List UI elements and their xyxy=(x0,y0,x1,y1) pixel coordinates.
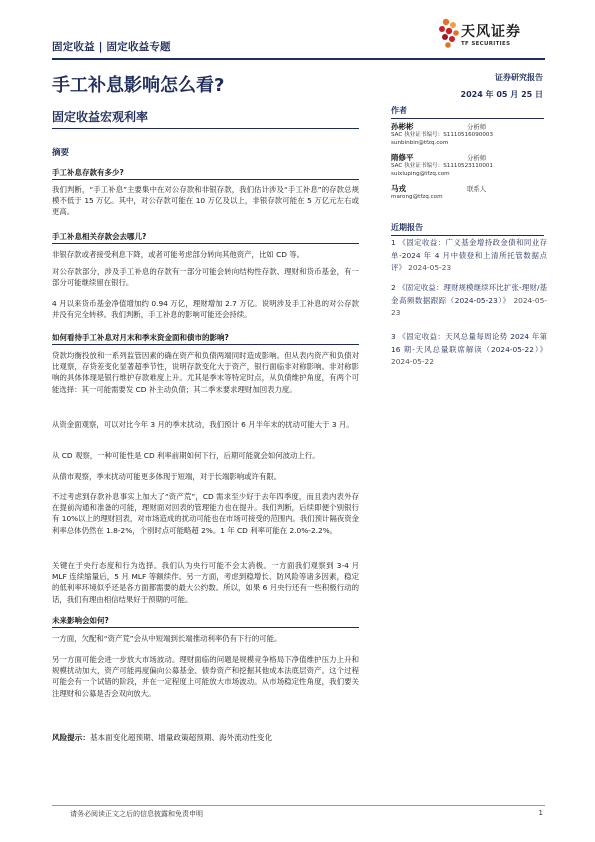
paragraph: 一方面，欠配和“资产荒”会从中短端到长端推动利率仍有下行的可能。 xyxy=(52,634,282,643)
paragraph: 从资金面观察，可以对比今年 3 月的季末扰动，我们预计 6 月半年末的扰动可能大于 3 月。 xyxy=(52,420,354,429)
section-heading: 如何看待手工补息对月末和季末资金面和债市的影响? xyxy=(52,332,359,345)
paragraph: 从债市观察，季末扰动可能更多体现于短端，对于长端影响或许有限。 xyxy=(52,472,282,481)
report-subtitle: 固定收益宏观利率 xyxy=(52,110,149,124)
report-type: 证券研究报告 xyxy=(495,73,543,82)
author-role: 联系人 xyxy=(467,185,487,193)
paragraph: 非银存款或者接受利息下降，或者可能考虑部分转向其他资产，比如 CD 等。 xyxy=(52,250,305,259)
recent-report-item[interactable] xyxy=(391,237,547,275)
section-heading: 手工补息存款有多少? xyxy=(52,167,359,180)
authors-heading: 作者 xyxy=(391,105,544,119)
risk-warning xyxy=(52,732,382,743)
paragraph: 另一方面可能会进一步放大市场波动。理财面临的问题是规模竞争格局下净值维护压力上升和规模扰动加大，资产可能再度偏向公募基金、债券资产和挖掘其他成本法底层资产。这个过程可能会有一个试错的阶段，并在一定程度上可能放大市场波动。从市场稳定性角度，我们要关注理财和公募是否会双向放大。 xyxy=(52,655,359,698)
report-category: 固定收益 | 固定收益专题 xyxy=(52,41,171,53)
author-card xyxy=(391,153,546,178)
recent-report-item[interactable] xyxy=(391,331,547,369)
logo-mark-icon xyxy=(437,16,461,52)
recent-reports-heading: 近期报告 xyxy=(391,222,544,236)
header-divider xyxy=(52,58,545,60)
section-heading: 未来影响会如何? xyxy=(52,615,359,628)
author-email[interactable]: marong@tfzq.com xyxy=(391,194,443,201)
report-date: 2024 年 05 月 25 日 xyxy=(460,90,543,99)
paragraph: 对公存款部分，涉及手工补息的存款有一部分可能会转向结构性存款、理财和货币基金，有一部分可能继续留在银行。 xyxy=(52,267,359,288)
logo-english-text: TF SECURITIES xyxy=(461,41,511,47)
author-card xyxy=(391,122,546,147)
title-divider xyxy=(52,128,359,129)
author-name: 孙彬彬 xyxy=(391,122,414,131)
author-card xyxy=(391,184,546,202)
paragraph: 关键在于央行态度和行为选择。我们认为央行可能不会太消极。一方面我们观察到 3-4 月 MLF 连续缩量后，5 月 MLF 等额续作。另一方面，考虑到稳增长、防风险等诸多因素，稳定的低利率环境似乎还是各方面都需要的最大公约数。所以，如果 6 月央行还有一些积极行动的话，我们有理由相信结果好于预期的可能。 xyxy=(52,561,359,604)
section-heading: 手工补息相关存款会去哪儿? xyxy=(52,231,359,244)
paragraph: 贷款均衡投放和一系列监管因素的确在资产和负债两端同时造成影响。但从表内资产和负债对比观察，存贷差变化显著超季节性，说明存款变化大于资产，银行面临非对称影响。非对称影响的具体体现是银行维护存款难度上升。尤其是季末等特定时点，从负债维护角度，有两个可能选择：其一可能需要发 CD 补主动负债；其二季末要求理财加回表力度。 xyxy=(52,351,359,394)
author-role: 分析师 xyxy=(467,123,487,131)
abstract-heading: 摘要 xyxy=(52,148,70,158)
risk-label: 风险提示： xyxy=(52,733,90,742)
paragraph: 4 月以来货币基金净值增加约 0.94 万亿，理财增加 2.7 万亿。说明涉及手工补息的对公存款并没有完全转移。我们判断，手工补息的影响可能还会持续。 xyxy=(52,299,359,320)
author-email[interactable]: suixiuping@tfzq.com xyxy=(391,170,450,177)
paragraph: 我们判断，“手工补息”主要集中在对公存款和非银存款，我们估计涉及“手工补息”的存款总规模不低于 15 万亿。其中，对公存款可能在 10 万亿及以上，非银存款可能在 5 万亿元左右或更高。 xyxy=(52,185,359,217)
author-role: 分析师 xyxy=(467,154,487,162)
report-title: 手工补息影响怎么看? xyxy=(52,75,225,96)
recent-report-date: 2024-05-23 xyxy=(391,295,547,318)
page-number: 1 xyxy=(538,809,543,817)
recent-report-date: 2024-05-22 xyxy=(391,357,434,367)
recent-report-item[interactable] xyxy=(391,282,547,320)
recent-report-date: 2024-05-23 xyxy=(408,263,452,273)
risk-text: 基本面变化超预期、增量政策超预期、海外流动性变化 xyxy=(89,733,273,742)
recent-report-title: 2 《固定收益：理财规模继续环比扩张-理财/基金高频数据跟踪（2024-05-23）》 xyxy=(391,283,547,305)
author-name: 隋修平 xyxy=(391,153,414,162)
paragraph: 从 CD 观察，一种可能性是 CD 利率前期如何下行，后期可能就会如何波动上行。 xyxy=(52,451,320,460)
recent-report-title: 1 《固定收益：广义基金增持政金债和同业存单-2024 年 4 月中债登和上清所托管数据点评》 xyxy=(391,238,547,273)
logo-text: 天风证券 xyxy=(461,24,521,40)
author-email[interactable]: sunbinbin@tfzq.com xyxy=(391,139,449,146)
footer-divider xyxy=(52,805,545,806)
recent-report-title: 3 《固定收益：天风总量每周论势 2024 年第 16 期-天风总量联席解读（2024-05-22）》 xyxy=(391,332,547,354)
paragraph: 不过考虑到存款补息事实上加大了“资产荒”，CD 需求至少好于去年四季度，而且表内表外存在提前沟通和准备的可能，理财面对回表的管理能力也在提升。我们判断，后续即便个别银行有 10%以上的理财回表，对市场造成的扰动可能也在市场可接受的范围内。我们预计隔夜资金利率总体仍然在 1.8-2%，个别时点可能略超 2%。1 年 CD 利率可能在 2.0%-2.2%。 xyxy=(52,492,360,535)
author-name: 马戎 xyxy=(391,184,406,193)
author-cert: SAC 执业证书编号：S1110516090003 xyxy=(391,132,494,139)
author-cert: SAC 执业证书编号：S1110523110001 xyxy=(391,163,494,170)
footer-disclaimer: 请务必阅读正文之后的信息披露和免责申明 xyxy=(70,810,203,818)
tf-securities-logo xyxy=(437,16,557,56)
